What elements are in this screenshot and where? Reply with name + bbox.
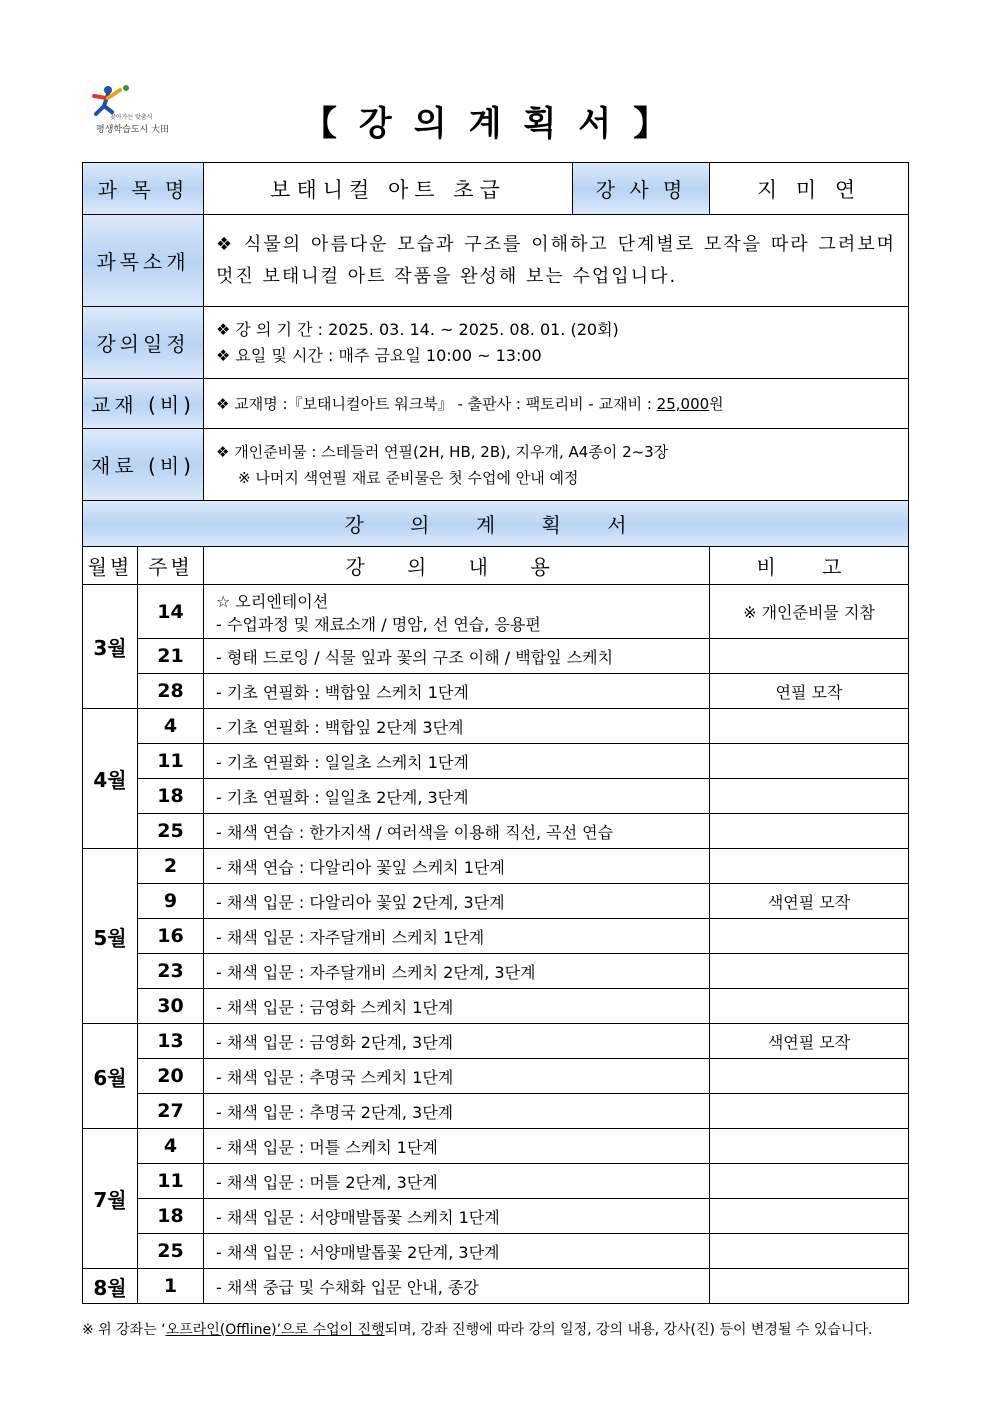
lesson-content bbox=[204, 585, 710, 639]
note-cell bbox=[710, 1234, 909, 1269]
plan-row bbox=[83, 1094, 909, 1129]
week-cell: 2 bbox=[138, 849, 204, 884]
lesson-heading: ☆ 오리엔테이션 bbox=[216, 591, 329, 611]
footer-notice bbox=[82, 1320, 912, 1340]
page-title: 【강의계획서】 bbox=[302, 104, 690, 144]
plan-row bbox=[83, 709, 909, 744]
plan-title: 강 의 계 획 서 bbox=[83, 501, 909, 547]
week-cell: 30 bbox=[138, 989, 204, 1024]
note-cell bbox=[710, 639, 909, 674]
lesson-content bbox=[204, 989, 710, 1024]
plan-row bbox=[83, 954, 909, 989]
lesson-text: - 채색 입문 : 머틀 스케치 1단계 bbox=[216, 1137, 438, 1157]
textbook-info bbox=[204, 379, 909, 429]
week-cell: 9 bbox=[138, 884, 204, 919]
lesson-content bbox=[204, 1164, 710, 1199]
week-cell: 1 bbox=[138, 1269, 204, 1304]
note-cell: ※ 개인준비물 지참 bbox=[710, 585, 909, 639]
week-cell: 28 bbox=[138, 674, 204, 709]
month-cell: 4월 bbox=[83, 709, 138, 849]
lesson-text: - 수업과정 및 재료소개 / 명암, 선 연습, 응용편 bbox=[216, 614, 541, 634]
textbook-text: ❖ 교재명 :『보태니컬아트 워크북』 - 출판사 : 팩토리비 - 교재비 : bbox=[216, 394, 657, 413]
lesson-text: - 기초 연필화 : 백합잎 2단계 3단계 bbox=[216, 717, 464, 737]
lesson-text: - 기초 연필화 : 백합잎 스케치 1단계 bbox=[216, 682, 469, 702]
lesson-text: - 채색 입문 : 금영화 2단계, 3단계 bbox=[216, 1032, 454, 1052]
week-cell: 21 bbox=[138, 639, 204, 674]
instructor-label: 강 사 명 bbox=[573, 163, 710, 215]
plan-row bbox=[83, 1199, 909, 1234]
month-cell: 5월 bbox=[83, 849, 138, 1024]
intro-label: 과목소개 bbox=[83, 215, 204, 307]
month-cell: 7월 bbox=[83, 1129, 138, 1269]
note-cell bbox=[710, 1164, 909, 1199]
lesson-text: - 채색 중급 및 수채화 입문 안내, 종강 bbox=[216, 1277, 479, 1297]
lesson-text: - 채색 입문 : 다알리아 꽃잎 2단계, 3단계 bbox=[216, 892, 505, 912]
week-cell: 11 bbox=[138, 1164, 204, 1199]
note-cell bbox=[710, 709, 909, 744]
lesson-content bbox=[204, 1199, 710, 1234]
lesson-content bbox=[204, 954, 710, 989]
plan-row bbox=[83, 1059, 909, 1094]
lesson-text: - 채색 입문 : 금영화 스케치 1단계 bbox=[216, 997, 454, 1017]
lesson-content bbox=[204, 744, 710, 779]
logo-caption-top: 찾아가는 맞춤식 bbox=[110, 114, 153, 121]
note-cell bbox=[710, 1094, 909, 1129]
week-cell: 14 bbox=[138, 585, 204, 639]
week-cell: 4 bbox=[138, 709, 204, 744]
note-cell bbox=[710, 954, 909, 989]
lesson-text: - 채색 입문 : 자주달개비 스케치 2단계, 3단계 bbox=[216, 962, 536, 982]
lesson-content bbox=[204, 709, 710, 744]
schedule-info bbox=[204, 307, 909, 379]
plan-row bbox=[83, 814, 909, 849]
lesson-text: - 채색 입문 : 서양매발톱꽃 스케치 1단계 bbox=[216, 1207, 500, 1227]
lesson-content bbox=[204, 1129, 710, 1164]
note-cell: 연필 모작 bbox=[710, 674, 909, 709]
plan-rows bbox=[83, 585, 909, 1304]
plan-row bbox=[83, 1024, 909, 1059]
week-cell: 18 bbox=[138, 1199, 204, 1234]
logo-caption: 평생학습도시 大田 bbox=[96, 125, 170, 135]
schedule-label: 강의일정 bbox=[83, 307, 204, 379]
plan-row bbox=[83, 744, 909, 779]
lesson-text: - 채색 입문 : 추명국 스케치 1단계 bbox=[216, 1067, 454, 1087]
lesson-text: - 채색 입문 : 추명국 2단계, 3단계 bbox=[216, 1102, 454, 1122]
week-cell: 23 bbox=[138, 954, 204, 989]
footer-text: ※ 위 강좌는 ‘ bbox=[82, 1322, 166, 1338]
footer-text-end: 되며, 강좌 진행에 따라 강의 일정, 강의 내용, 강사(진) 등이 변경될 수 있습니다. bbox=[384, 1322, 873, 1338]
lesson-content bbox=[204, 674, 710, 709]
month-cell: 8월 bbox=[83, 1269, 138, 1304]
week-cell: 18 bbox=[138, 779, 204, 814]
month-column-header: 월별 bbox=[83, 547, 138, 585]
lesson-text: - 형태 드로잉 / 식물 잎과 꽃의 구조 이해 / 백합잎 스케치 bbox=[216, 647, 614, 667]
lesson-content bbox=[204, 849, 710, 884]
materials-line: ❖ 개인준비물 : 스테들러 연필(2H, HB, 2B), 지우개, A4종이 2~3장 bbox=[216, 442, 669, 461]
lesson-text: - 채색 연습 : 한가지색 / 여러색을 이용해 직선, 곡선 연습 bbox=[216, 822, 614, 842]
plan-row bbox=[83, 919, 909, 954]
lesson-text: - 채색 입문 : 서양매발톱꽃 2단계, 3단계 bbox=[216, 1242, 500, 1262]
note-cell bbox=[710, 1199, 909, 1234]
week-cell: 4 bbox=[138, 1129, 204, 1164]
lesson-content bbox=[204, 1024, 710, 1059]
lesson-content bbox=[204, 779, 710, 814]
lesson-content bbox=[204, 814, 710, 849]
note-column-header: 비 고 bbox=[710, 547, 909, 585]
lesson-text: - 채색 입문 : 머틀 2단계, 3단계 bbox=[216, 1172, 438, 1192]
week-cell: 16 bbox=[138, 919, 204, 954]
lesson-content bbox=[204, 1059, 710, 1094]
note-cell bbox=[710, 919, 909, 954]
week-cell: 25 bbox=[138, 1234, 204, 1269]
plan-row bbox=[83, 585, 909, 639]
note-cell: 색연필 모작 bbox=[710, 884, 909, 919]
plan-row bbox=[83, 779, 909, 814]
note-cell bbox=[710, 779, 909, 814]
note-cell bbox=[710, 989, 909, 1024]
week-cell: 11 bbox=[138, 744, 204, 779]
lesson-content bbox=[204, 919, 710, 954]
plan-row bbox=[83, 849, 909, 884]
lesson-content bbox=[204, 639, 710, 674]
textbook-label: 교재 (비) bbox=[83, 379, 204, 429]
materials-note: ※ 나머지 색연필 재료 준비물은 첫 수업에 안내 예정 bbox=[238, 468, 579, 487]
materials-label: 재료 (비) bbox=[83, 429, 204, 501]
schedule-period: ❖ 강 의 기 간 : 2025. 03. 14. ~ 2025. 08. 01. (20회) bbox=[216, 319, 619, 339]
note-cell bbox=[710, 1269, 909, 1304]
syllabus-table bbox=[82, 162, 909, 1304]
plan-row bbox=[83, 1269, 909, 1304]
course-intro: ❖ 식물의 아름다운 모습과 구조를 이해하고 단계별로 모작을 따라 그려보며 멋진 보태니컬 아트 작품을 완성해 보는 수업입니다. bbox=[204, 215, 909, 307]
schedule-time: ❖ 요일 및 시간 : 매주 금요일 10:00 ~ 13:00 bbox=[216, 345, 542, 365]
instructor-name: 지 미 연 bbox=[710, 163, 909, 215]
lesson-text: - 채색 연습 : 다알리아 꽃잎 스케치 1단계 bbox=[216, 857, 505, 877]
lesson-content bbox=[204, 1234, 710, 1269]
plan-row bbox=[83, 989, 909, 1024]
month-cell: 3월 bbox=[83, 585, 138, 709]
content-column-header: 강 의 내 용 bbox=[204, 547, 710, 585]
lesson-content bbox=[204, 884, 710, 919]
note-cell bbox=[710, 814, 909, 849]
course-name: 보태니컬 아트 초급 bbox=[204, 163, 573, 215]
week-cell: 13 bbox=[138, 1024, 204, 1059]
month-cell: 6월 bbox=[83, 1024, 138, 1129]
lesson-content bbox=[204, 1094, 710, 1129]
plan-row bbox=[83, 884, 909, 919]
note-cell bbox=[710, 744, 909, 779]
footer-underlined: 오프라인(Offline)’으로 수업이 진행 bbox=[165, 1322, 385, 1338]
lesson-content bbox=[204, 1269, 710, 1304]
materials-info bbox=[204, 429, 909, 501]
week-cell: 20 bbox=[138, 1059, 204, 1094]
lesson-text: - 채색 입문 : 자주달개비 스케치 1단계 bbox=[216, 927, 485, 947]
week-column-header: 주별 bbox=[138, 547, 204, 585]
note-cell bbox=[710, 1059, 909, 1094]
note-cell: 색연필 모작 bbox=[710, 1024, 909, 1059]
week-cell: 27 bbox=[138, 1094, 204, 1129]
textbook-price: 25,000 bbox=[656, 394, 710, 413]
lesson-text: - 기초 연필화 : 일일초 스케치 1단계 bbox=[216, 752, 469, 772]
plan-row bbox=[83, 639, 909, 674]
plan-row bbox=[83, 1234, 909, 1269]
plan-row bbox=[83, 674, 909, 709]
course-name-label: 과 목 명 bbox=[83, 163, 204, 215]
note-cell bbox=[710, 849, 909, 884]
week-cell: 25 bbox=[138, 814, 204, 849]
textbook-unit: 원 bbox=[709, 394, 724, 413]
plan-row bbox=[83, 1129, 909, 1164]
lesson-text: - 기초 연필화 : 일일초 2단계, 3단계 bbox=[216, 787, 469, 807]
note-cell bbox=[710, 1129, 909, 1164]
plan-row bbox=[83, 1164, 909, 1199]
